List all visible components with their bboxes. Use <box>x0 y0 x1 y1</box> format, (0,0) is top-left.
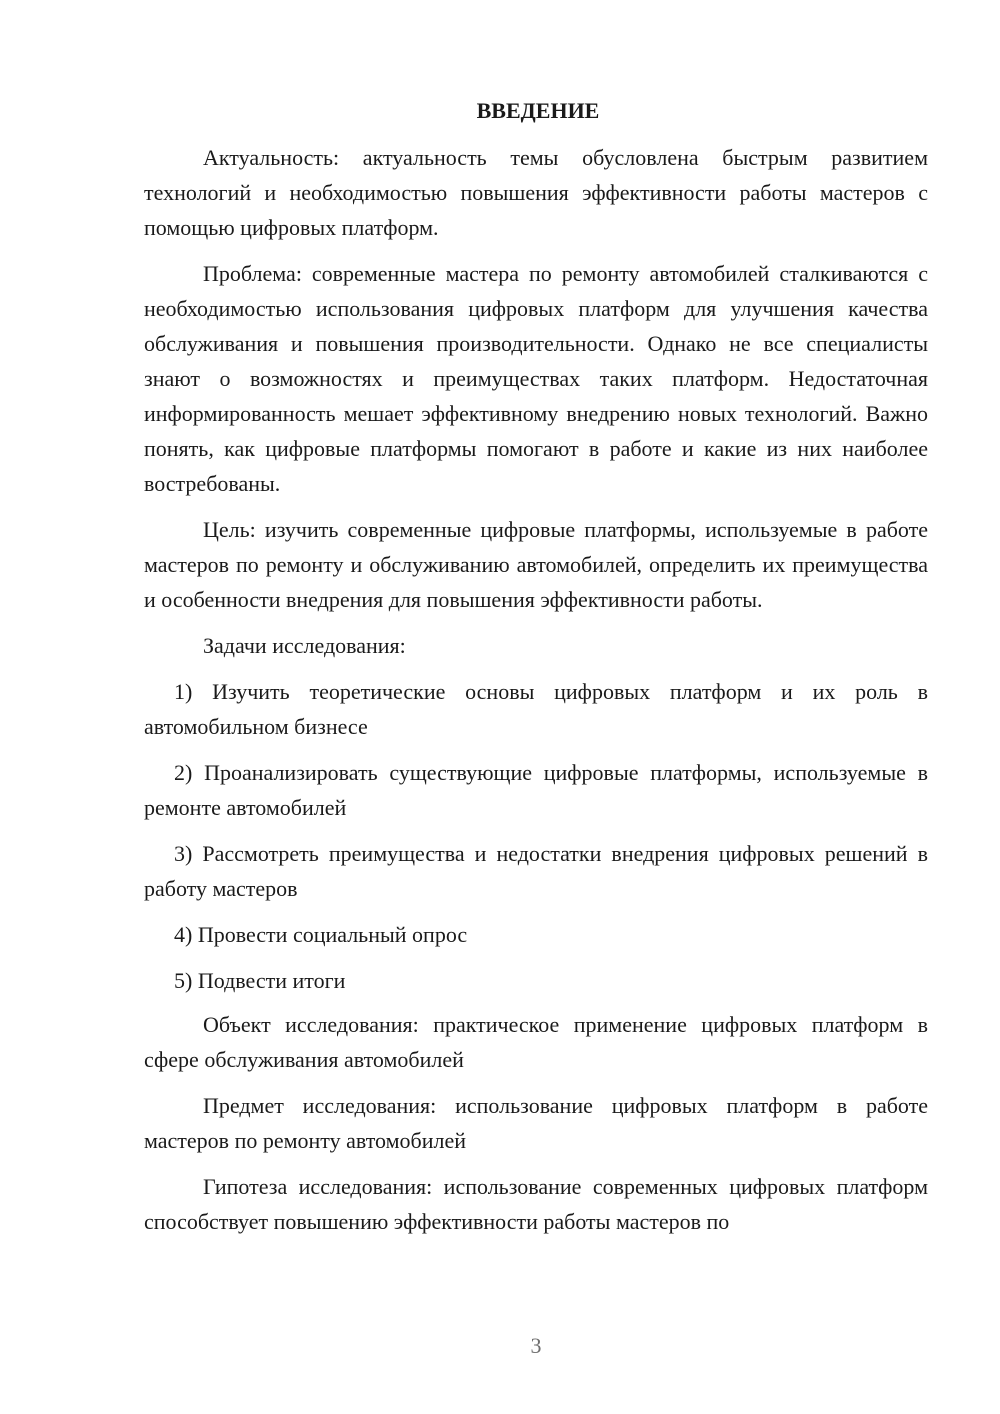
task-item-5: 5) Подвести итоги <box>174 968 346 993</box>
subject-paragraph: Предмет исследования: использование цифровых платформ в работе мастеров по ремонту автомобилей <box>144 1093 928 1153</box>
page-content <box>144 93 928 1250</box>
page-title: ВВЕДЕНИЕ <box>476 98 600 123</box>
relevance-paragraph: Актуальность: актуальность темы обусловлена быстрым развитием технологий и необходимостью повышения эффективности работы мастеров с помощью цифровых платформ. <box>144 145 928 240</box>
page-number: 3 <box>530 1333 542 1358</box>
task-item-3: 3) Рассмотреть преимущества и недостатки внедрения цифровых решений в работу мастеров <box>144 841 928 901</box>
object-paragraph: Объект исследования: практическое применение цифровых платформ в сфере обслуживания автомобилей <box>144 1012 928 1072</box>
task-item-2: 2) Проанализировать существующие цифровые платформы, используемые в ремонте автомобилей <box>144 760 928 820</box>
problem-paragraph: Проблема: современные мастера по ремонту автомобилей сталкиваются с необходимостью использования цифровых платформ для улучшения качества обслуживания и повышения производительности. Однако не все специалисты знают о возможностях и преимуществах таких платформ. Недостаточная информированность мешает эффективному внедрению новых технологий. Важно понять, как цифровые платформы помогают в работе и какие из них наиболее востребованы. <box>144 261 928 496</box>
hypothesis-paragraph: Гипотеза исследования: использование современных цифровых платформ способствует повышению эффективности работы мастеров по <box>144 1174 928 1234</box>
goal-paragraph: Цель: изучить современные цифровые платформы, используемые в работе мастеров по ремонту и обслуживанию автомобилей, определить их преимущества и особенности внедрения для повышения эффективности работы. <box>144 517 928 612</box>
task-item-4: 4) Провести социальный опрос <box>174 922 468 947</box>
tasks-heading: Задачи исследования: <box>203 633 406 658</box>
task-item-1: 1) Изучить теоретические основы цифровых платформ и их роль в автомобильном бизнесе <box>144 679 928 739</box>
